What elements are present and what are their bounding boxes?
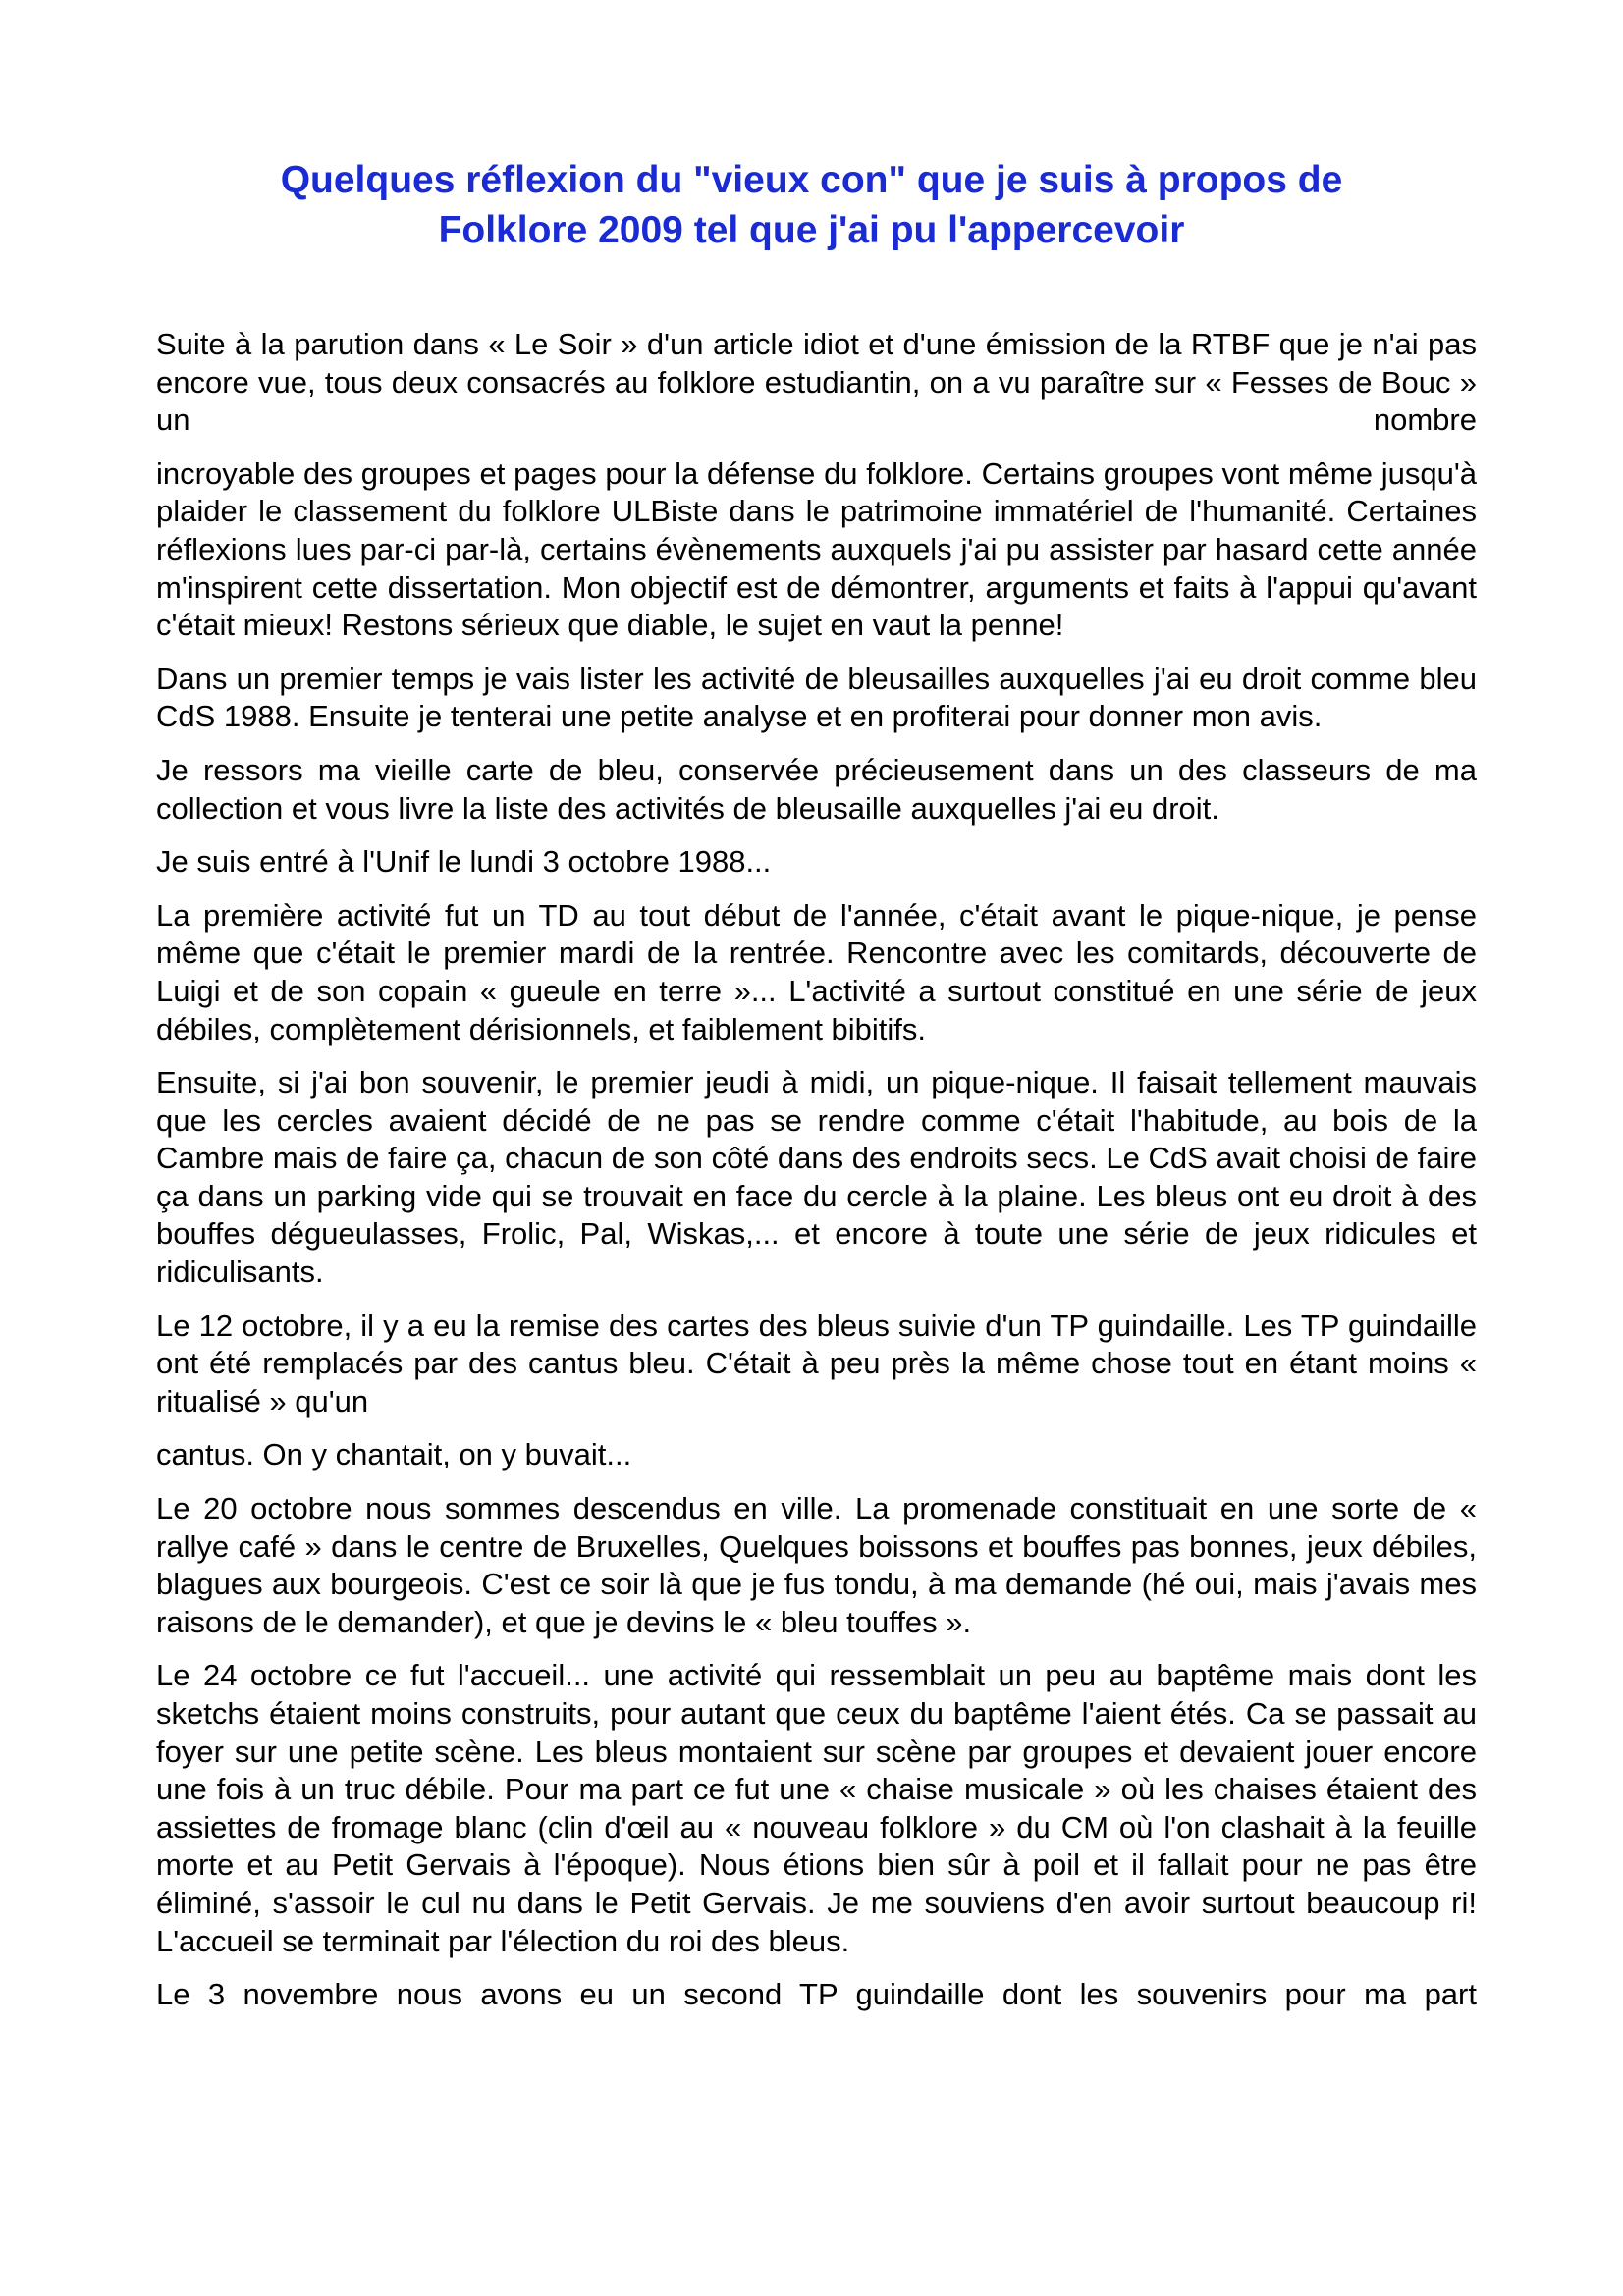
paragraph-10: Le 20 octobre nous sommes descendus en ville. La promenade constituait en une sorte de « rallye café » dans le centre de Bruxelles, Quelques boissons et bouffes pas bonnes, jeux débiles, blagues aux bourgeois. C'est ce soir là que je fus tondu, à ma demande (hé oui, mais j'avais mes raisons de le demander), et que je devins le « bleu touffes ». (156, 1491, 1477, 1639)
paragraph-6: La première activité fut un TD au tout début de l'année, c'était avant le pique-nique, je pense même que c'était le premier mardi de la rentrée. Rencontre avec les comitards, découverte de Luigi et de son copain « gueule en terre »... L'activité a surtout constitué en une série de jeux débiles, complètement dérisionnels, et faiblement bibitifs. (156, 897, 1477, 1046)
title-line-1: Quelques réflexion du "vieux con" que je suis à propos de (280, 159, 1343, 201)
paragraph-8: Le 12 octobre, il y a eu la remise des cartes des bleus suivie d'un TP guindaille. Les TP guindaille ont été remplacés par des cantus bleu. C'était à peu près la même chose tout en étant moins « ritualisé » qu'un (156, 1308, 1477, 1418)
title-line-2: Folklore 2009 tel que j'ai pu l'appercevoir (438, 209, 1185, 251)
document-body (156, 326, 1477, 2030)
paragraph-11: Le 24 octobre ce fut l'accueil... une activité qui ressemblait un peu au baptême mais dont les sketchs étaient moins construits, pour autant que ceux du baptême l'aient étés. Ca se passait au foyer sur une petite scène. Les bleus montaient sur scène par groupes et devaient jouer encore une fois à un truc débile. Pour ma part ce fut une « chaise musicale » où les chaises étaient des assiettes de fromage blanc (clin d'œil au « nouveau folklore » du CM où l'on clashait à la feuille morte et au Petit Gervais à l'époque). Nous étions bien sûr à poil et il fallait pour ne pas être éliminé, s'assoir le cul nu dans le Petit Gervais. Je me souviens d'en avoir surtout beaucoup ri! L'accueil se terminait par l'élection du roi des bleus. (156, 1658, 1477, 1958)
paragraph-1: Suite à la parution dans « Le Soir » d'un article idiot et d'une émission de la RTBF que je n'ai pas encore vue, tous deux consacrés au folklore estudiantin, on a vu paraître sur « Fesses de Bouc » un nombre (156, 327, 1477, 438)
paragraph-12: Le 3 novembre nous avons eu un second TP guindaille dont les souvenirs pour ma part (156, 1977, 1477, 2012)
paragraph-5: Je suis entré à l'Unif le lundi 3 octobre 1988... (156, 844, 772, 880)
paragraph-9: cantus. On y chantait, on y buvait... (156, 1437, 632, 1472)
paragraph-4: Je ressors ma vieille carte de bleu, conservée précieusement dans un des classeurs de ma collection et vous livre la liste des activités de bleusaille auxquelles j'ai eu droit. (156, 752, 1477, 826)
document-title (137, 155, 1486, 255)
paragraph-7: Ensuite, si j'ai bon souvenir, le premier jeudi à midi, un pique-nique. Il faisait tellement mauvais que les cercles avaient décidé de ne pas se rendre comme c'était l'habitude, au bois de la Cambre mais de faire ça, chacun de son côté dans des endroits secs. Le CdS avait choisi de faire ça dans un parking vide qui se trouvait en face du cercle à la plaine. Les bleus ont eu droit à des bouffes dégueulasses, Frolic, Pal, Wiskas,... et encore à toute une série de jeux ridicules et ridiculisants. (156, 1065, 1477, 1290)
paragraph-3: Dans un premier temps je vais lister les activité de bleusailles auxquelles j'ai eu droit comme bleu CdS 1988. Ensuite je tenterai une petite analyse et en profiterai pour donner mon avis. (156, 661, 1477, 734)
paragraph-2: incroyable des groupes et pages pour la défense du folklore. Certains groupes vont même jusqu'à plaider le classement du folklore ULBiste dans le patrimoine immatériel de l'humanité. Certaines réflexions lues par-ci par-là, certains évènements auxquels j'ai pu assister par hasard cette année m'inspirent cette dissertation. Mon objectif est de démontrer, arguments et faits à l'appui qu'avant c'était mieux! Restons sérieux que diable, le sujet en vaut la penne! (156, 455, 1477, 643)
